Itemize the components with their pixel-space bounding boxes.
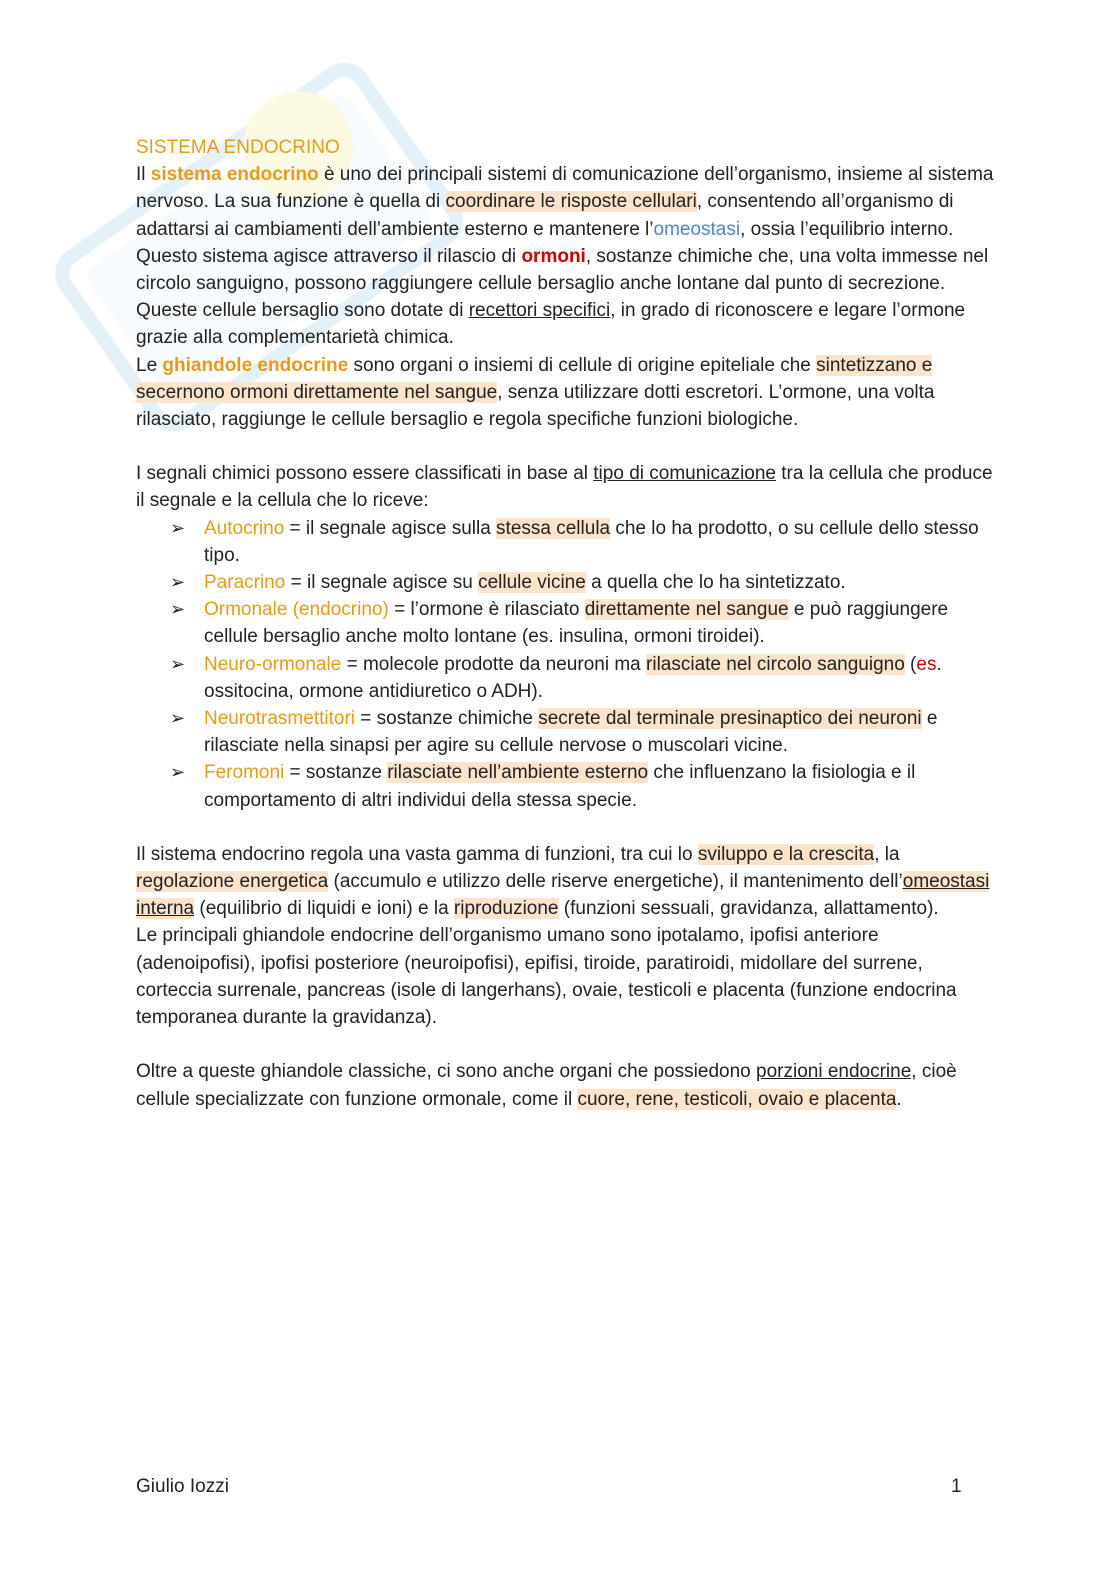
text: , senza utilizzare dotti escretori. L’ormone, una volta rilasciato, raggiunge le cellule bersaglio e regola specifiche funzioni biologiche. [136,381,935,431]
paragraph-ghiandole-principali: Le principali ghiandole endocrine dell’organismo umano sono ipotalamo, ipofisi anteriore (adenoipofisi), ipofisi posteriore (neuroipofisi), epifisi, tiroide, paratiroidi, midollare del surrene, corteccia surrenale, pancreas (isole di langerhans), ovaie, testicoli e placenta (funzione endocrina temporanea durante la gravidanza). [136,925,957,1029]
term: Paracrino [204,572,286,594]
highlight-sintetizzano: sintetizzano e secernono ormoni direttamente nel sangue [136,354,933,403]
text: è uno dei principali sistemi di comunicazione dell’organismo, insieme al sistema nervoso. La sua funzione è quella di [136,164,994,213]
text: e può raggiungere cellule bersaglio anche molto lontane (es. insulina, ormoni tiroidei). [204,599,949,648]
paragraph-funzioni [136,841,996,923]
keyword-ghiandole-endocrine: ghiandole endocrine [162,354,349,376]
text: . ossitocina, ormone antidiuretico o ADH). [204,653,942,702]
underline-porzioni-endocrine: porzioni endocrine, [756,1061,917,1083]
term: Autocrino [204,517,285,539]
text: tra la cellula che produce il segnale e la cellula che lo riceve: [136,463,993,512]
highlight: stessa cellula [496,517,611,539]
text: , la [874,843,900,865]
text: = il segnale agisce su [285,572,479,594]
text: (funzioni sessuali, gravidanza, allattamento). [558,898,939,920]
highlight: sviluppo e la crescita [697,843,875,865]
list-item [170,705,996,759]
arrow-bullet-icon: ➢ [170,517,186,538]
document-title: SISTEMA ENDOCRINO [136,137,340,158]
text: Il [136,164,151,186]
text: . [896,1088,902,1110]
underline-tipo-comunicazione: tipo di comunicazione [593,463,776,485]
term: Feromoni [204,762,285,784]
highlight: omeostasi interna [136,871,990,920]
text: che influenzano la fisiologia e il comportamento di altri individui della stessa specie. [204,762,916,811]
highlight: cuore, rene, testicoli, ovaio e placenta [577,1088,897,1110]
arrow-bullet-icon: ➢ [170,708,186,729]
text: , in grado di riconoscere e legare l’ormone grazie alla complementarietà chimica. [136,300,966,349]
list-item [170,651,996,705]
list-item [170,759,996,813]
text: = molecole prodotte da neuroni ma [341,653,647,675]
red-text: es [916,653,937,675]
text: = sostanze chimiche [355,708,539,730]
text: I segnali chimici possono essere classificati in base al [136,463,594,485]
text: Questo sistema agisce attraverso il rilascio di [136,245,522,267]
text: Il sistema endocrino regola una vasta gamma di funzioni, tra cui lo [136,843,698,865]
arrow-bullet-icon: ➢ [170,653,186,674]
text: = il segnale agisce sulla [284,517,497,539]
list-item [170,569,996,596]
term: Neuro-ormonale [204,653,342,675]
list-item [170,596,996,650]
text: , ossia l’equilibrio interno. [740,218,954,240]
highlight-coordinare: coordinare le risposte cellulari [445,191,697,213]
highlight: secrete dal terminale presinaptico dei neuroni [538,708,922,730]
text: Oltre a queste ghiandole classiche, ci sono anche organi che possiedono [136,1061,757,1083]
highlight: riproduzione [453,898,559,920]
text: (equilibrio di liquidi e ioni) e la [194,898,454,920]
text: (accumulo e utilizzo delle riserve energetiche), il mantenimento dell’ [328,871,903,893]
term: Neurotrasmettitori [204,708,355,730]
keyword-omeostasi: omeostasi [653,218,741,240]
arrow-bullet-icon: ➢ [170,572,186,593]
highlight: rilasciate nel circolo sanguigno [646,653,905,675]
highlight: rilasciate nell’ambiente esterno [387,762,649,784]
keyword-sistema-endocrino: sistema endocrino [150,164,319,186]
highlight: direttamente nel sangue [584,599,789,621]
text: , consentendo all’organismo di adattarsi ai cambiamenti dell’ambiente esterno e mantenere l’ [136,191,954,240]
text: = sostanze [284,762,388,784]
underline-recettori: recettori specifici [468,300,611,322]
page-number: 1 [951,1476,962,1497]
text: cioè cellule specializzate con funzione ormonale, come il [136,1061,957,1110]
signal-types-list [136,515,996,814]
list-item [170,515,996,569]
term: Ormonale (endocrino) [204,599,389,621]
arrow-bullet-icon: ➢ [170,599,186,620]
paragraph-segnali [136,460,996,514]
text: ( [904,653,917,675]
text: , sostanze chimiche che, una volta immesse nel circolo sanguigno, possono raggiungere cellule bersaglio anche lontane dal punto di secrezione. Queste cellule bersaglio sono dotate di [136,245,989,322]
paragraph-ormoni [136,243,996,352]
paragraph-intro [136,161,996,243]
text: Le [136,354,163,376]
paragraph-porzioni-endocrine [136,1058,996,1112]
highlight: cellule vicine [478,572,586,594]
keyword-ormoni: ormoni [521,245,586,267]
text: a quella che lo ha sintetizzato. [585,572,846,594]
paragraph-ghiandole [136,352,996,434]
text: = l’ormone è rilasciato [388,599,585,621]
arrow-bullet-icon: ➢ [170,762,186,783]
highlight: regolazione energetica [136,871,329,893]
text: sono organi o insiemi di cellule di origine epiteliale che [348,354,817,376]
footer-author: Giulio Iozzi [136,1476,229,1497]
text: e rilasciate nella sinapsi per agire su cellule nervose o muscolari vicine. [204,708,938,757]
text: che lo ha prodotto, o su cellule dello stesso tipo. [204,517,979,566]
document-body [136,134,996,1113]
